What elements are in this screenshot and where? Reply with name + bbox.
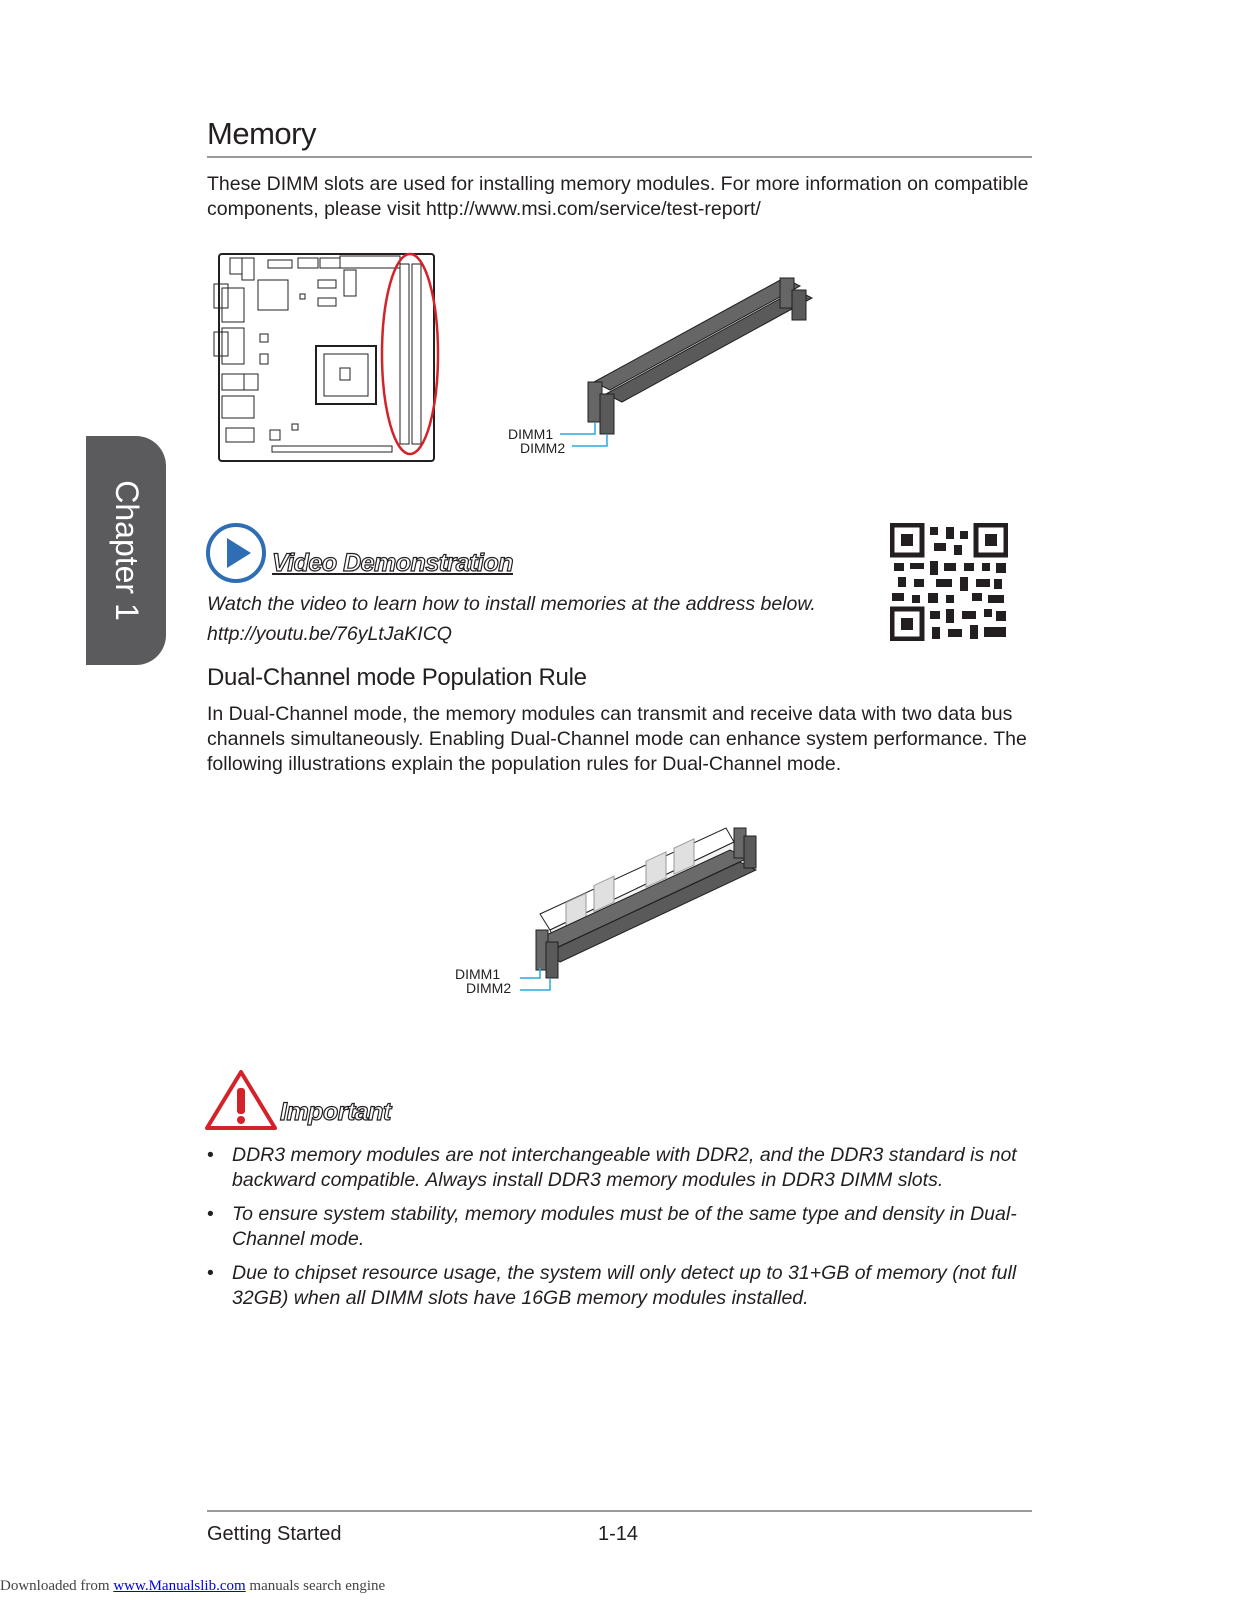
dimm1-label-installed: DIMM1	[455, 966, 501, 982]
manualslib-link[interactable]: www.Manualslib.com	[113, 1578, 246, 1594]
bullet-text: Due to chipset resource usage, the system will only detect up to 31+GB of memory (not full 32GB) when all DIMM slots have 16GB memory modules installed.	[232, 1262, 1017, 1309]
video-instructions: Watch the video to learn how to install memories at the address below.	[207, 593, 816, 615]
list-item: • To ensure system stability, memory modules must be of the same type and density in Dual-Channel mode.	[207, 1203, 1017, 1250]
dual-channel-paragraph: In Dual-Channel mode, the memory modules can transmit and receive data with two data bus channels simultaneously. Enabling Dual-Channel mode can enhance system performance. The following illustrations explain the population rules for Dual-Channel mode.	[207, 703, 1027, 775]
list-item: • Due to chipset resource usage, the system will only detect up to 31+GB of memory (not full 32GB) when all DIMM slots have 16GB memory modules installed.	[207, 1262, 1017, 1309]
qr-code-image	[890, 523, 1008, 641]
important-title: Important	[280, 1098, 391, 1126]
dimm2-label-installed: DIMM2	[466, 980, 512, 996]
dimm2-label: DIMM2	[520, 440, 566, 456]
dual-channel-heading: Dual-Channel mode Population Rule	[207, 664, 587, 691]
page-number: 1-14	[598, 1523, 639, 1545]
video-url[interactable]: http://youtu.be/76yLtJaKICQ	[207, 623, 452, 645]
video-demonstration-title: Video Demonstration	[272, 549, 513, 577]
chapter-tab-label: Chapter 1	[108, 480, 145, 621]
bullet-text: DDR3 memory modules are not interchangeable with DDR2, and the DDR3 standard is not backward compatible. Always install DDR3 memory modules in DDR3 DIMM slots.	[232, 1144, 1017, 1191]
dimm1-label: DIMM1	[508, 426, 554, 442]
title-divider	[207, 156, 1032, 158]
important-list	[207, 1143, 1032, 1320]
motherboard-diagram	[212, 250, 452, 468]
footer-divider	[207, 1510, 1032, 1512]
play-icon	[205, 522, 267, 584]
chapter-tab	[86, 436, 166, 665]
footer-section-name: Getting Started	[207, 1523, 342, 1545]
page-title: Memory	[207, 116, 316, 151]
download-note	[0, 1578, 385, 1595]
bullet-text: To ensure system stability, memory modules must be of the same type and density in Dual-Channel mode.	[232, 1203, 1017, 1250]
intro-paragraph: These DIMM slots are used for installing memory modules. For more information on compatible components, please visit http://www.msi.com/service/test-report/	[207, 173, 1029, 220]
list-item: • DDR3 memory modules are not interchangeable with DDR2, and the DDR3 standard is not backward compatible. Always install DDR3 memory modules in DDR3 DIMM slots.	[207, 1144, 1017, 1191]
download-suffix: manuals search engine	[245, 1578, 386, 1594]
download-prefix: Downloaded from	[0, 1578, 114, 1594]
warning-icon	[205, 1068, 277, 1130]
installed-dimm-diagram	[520, 820, 780, 1000]
